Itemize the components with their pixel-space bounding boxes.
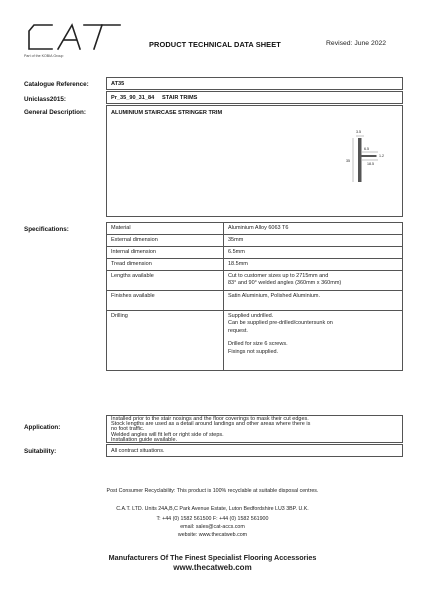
application-line: Installation guide available.: [111, 436, 178, 443]
spec-value-line: Can be supplied pre-drilled/countersunk on: [228, 320, 333, 327]
description-value: ALUMINIUM STAIRCASE STRINGER TRIM: [111, 110, 223, 116]
application-line: no foot traffic.: [111, 426, 145, 433]
spec-value: [224, 247, 403, 259]
spec-value-line: 35mm: [228, 237, 244, 243]
spec-value-line: Fixings not supplied.: [228, 348, 279, 355]
spec-value-line: 83° and 90° welded angles (360mm x 360mm): [228, 280, 342, 287]
spec-row: [107, 259, 403, 271]
spec-value-line: Satin Aluminium, Polished Aluminium.: [228, 293, 321, 299]
spec-value-line: Cut to customer sizes up to 2715mm and: [228, 273, 329, 279]
tagline: Manufacturers Of The Finest Specialist Flooring Accessories: [108, 553, 317, 562]
suitability-value: All contract situations.: [111, 448, 165, 454]
spec-value: [224, 259, 403, 271]
catalogue-value: AT35: [111, 81, 125, 87]
uniclass-label: Uniclass2015:: [24, 96, 67, 103]
spec-row: [107, 271, 403, 291]
spec-row: [107, 235, 403, 247]
spec-value: [224, 291, 403, 311]
company-address: C.A.T. LTD. Units 24A,B,C Park Avenue Estate, Luton Bedfordshire LU3 3BP. U.K.: [116, 506, 309, 512]
description-box: [106, 105, 403, 217]
spec-name: Lengths available: [107, 271, 224, 291]
company-email: email: sales@cat-accs.com: [180, 524, 245, 530]
catalogue-label: Catalogue Reference:: [24, 81, 89, 88]
description-label: General Description:: [24, 109, 86, 116]
spec-value-line: 18.5mm: [228, 261, 248, 267]
spec-name: Finishes available: [107, 291, 224, 311]
revised-date: Revised: June 2022: [326, 40, 387, 47]
document-title: PRODUCT TECHNICAL DATA SHEET: [149, 40, 281, 49]
spec-value: [224, 223, 403, 235]
spec-name: Tread dimension: [107, 259, 224, 271]
specifications-label: Specifications:: [24, 226, 69, 233]
spec-row: [107, 291, 403, 311]
spec-value-line: Supplied undrilled.: [228, 313, 274, 319]
spec-value-line: 6.5mm: [228, 249, 245, 255]
profile-diagram: [345, 126, 405, 186]
spec-row: [107, 247, 403, 259]
company-phone: T: +44 (0) 1582 561500 F: +44 (0) 1582 561900: [156, 516, 269, 522]
application-line: Stock lengths are used as a detail around landings and other areas where there is: [111, 421, 311, 428]
spec-name: Internal dimension: [107, 247, 224, 259]
spec-name: Drilling: [107, 311, 224, 371]
company-website: website: www.thecatweb.com: [177, 532, 248, 538]
cat-logo: [24, 22, 124, 52]
recyclability-note: Post Consumer Recyclability: This product is 100% recyclable at suitable disposal centres.: [106, 488, 319, 494]
specifications-table: [106, 222, 403, 371]
dim-tread-thickness: 1.2: [379, 154, 384, 158]
application-box: [106, 415, 403, 443]
spec-value-line: Aluminium Alloy 6063 T6: [228, 225, 289, 231]
uniclass-box: [106, 91, 403, 104]
application-line: Installed prior to the stair nosings and the floor coverings to mask their cut edges.: [111, 416, 309, 422]
logo-caption: Part of the KOBIA Group: [24, 54, 64, 58]
spec-value: [224, 235, 403, 247]
dim-internal: 6.5: [364, 147, 369, 151]
dim-thickness: 3.5: [356, 130, 361, 134]
catalogue-box: [106, 77, 403, 90]
application-label: Application:: [24, 424, 61, 431]
website-url[interactable]: www.thecatweb.com: [173, 563, 252, 572]
application-line: Welded angles will fit left or right side of steps.: [111, 431, 224, 438]
dim-tread: 18.5: [367, 162, 374, 166]
application-text: [111, 417, 310, 443]
spec-name: External dimension: [107, 235, 224, 247]
spec-value: [224, 311, 403, 371]
spec-value-line: Drilled for size 6 screws.: [228, 341, 288, 348]
uniclass-value: Pr_35_90_31_84 STAIR TRIMS: [111, 95, 198, 101]
spec-row: [107, 223, 403, 235]
spec-row: [107, 311, 403, 371]
spec-value-line: request.: [228, 327, 248, 334]
suitability-box: [106, 444, 403, 457]
spec-name: Material: [107, 223, 224, 235]
dim-external: 35: [346, 159, 350, 163]
suitability-label: Suitability:: [24, 448, 57, 455]
spec-value: [224, 271, 403, 291]
